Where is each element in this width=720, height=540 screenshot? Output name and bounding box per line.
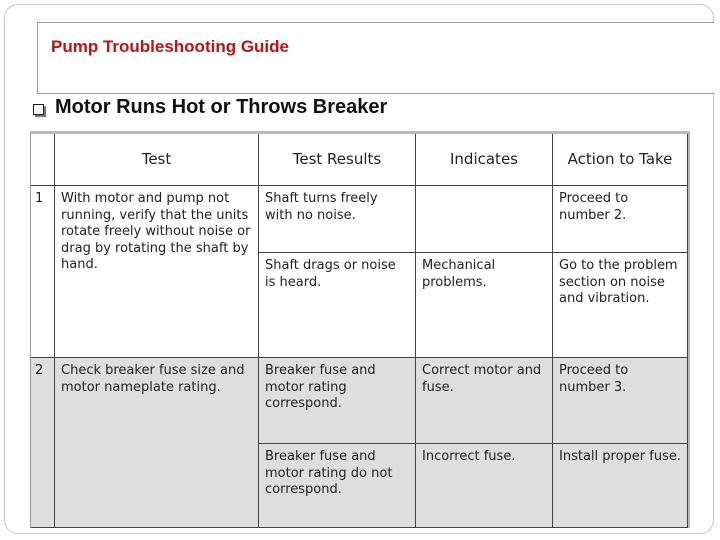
header-cell-test-results: Test Results xyxy=(259,134,416,186)
section-heading-text: Motor Runs Hot or Throws Breaker xyxy=(55,96,388,118)
header-cell-action: Action to Take xyxy=(553,134,688,186)
indicates-cell: Mechanical problems. xyxy=(416,253,553,358)
result-cell: Breaker fuse and motor rating correspond. xyxy=(259,358,416,444)
row-number: 1 xyxy=(31,186,55,358)
indicates-cell: Correct motor and fuse. xyxy=(416,358,553,444)
test-cell: With motor and pump not running, verify that the units rotate freely without noise or drag by rotating the shaft by hand. xyxy=(55,186,259,358)
title-box xyxy=(37,22,714,94)
page-title: Pump Troubleshooting Guide xyxy=(51,37,289,56)
action-cell: Proceed to number 2. xyxy=(553,186,688,253)
header-cell-indicates: Indicates xyxy=(416,134,553,186)
action-cell: Proceed to number 3. xyxy=(553,358,688,444)
result-cell: Shaft drags or noise is heard. xyxy=(259,253,416,358)
troubleshooting-table xyxy=(30,131,690,528)
action-cell: Go to the problem section on noise and vibration. xyxy=(553,253,688,358)
result-cell: Breaker fuse and motor rating do not correspond. xyxy=(259,444,416,528)
action-cell: Install proper fuse. xyxy=(553,444,688,528)
section-heading xyxy=(33,96,387,119)
indicates-cell xyxy=(416,186,553,253)
square-bullet-icon xyxy=(33,104,44,115)
header-cell-number xyxy=(31,134,55,186)
header-cell-test: Test xyxy=(55,134,259,186)
indicates-cell: Incorrect fuse. xyxy=(416,444,553,528)
test-cell: Check breaker fuse size and motor nameplate rating. xyxy=(55,358,259,528)
row-number: 2 xyxy=(31,358,55,528)
result-cell: Shaft turns freely with no noise. xyxy=(259,186,416,253)
